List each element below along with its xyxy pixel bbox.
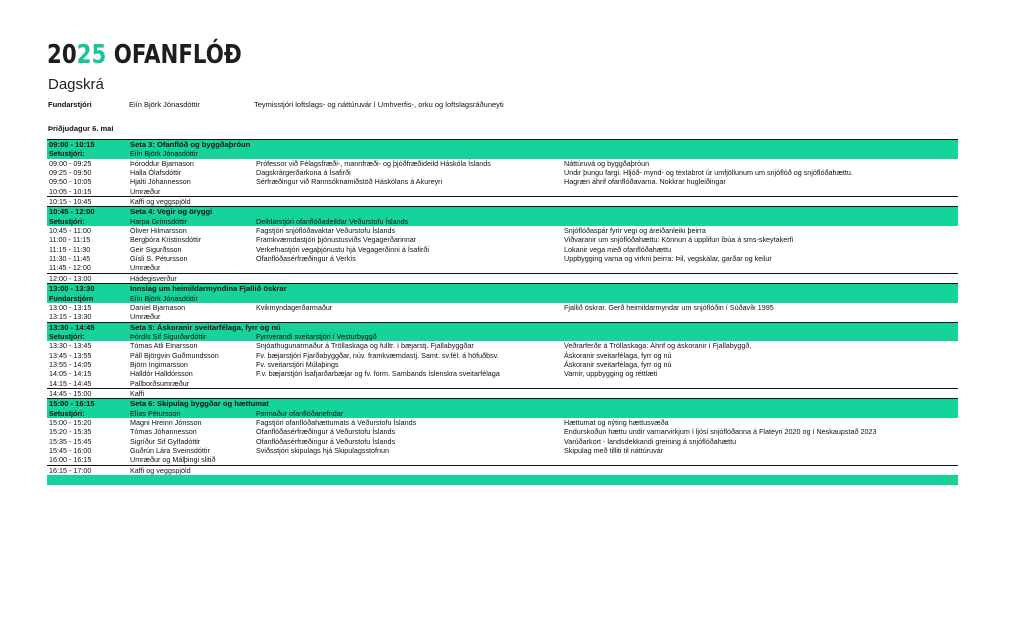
name-cell: Þóroddur Bjarnason [130,158,194,168]
role-cell [254,294,562,303]
name-cell: Umræður og Málþingi slitið [130,455,216,465]
schedule-row [47,446,958,455]
topic-cell: Hagræn áhrif ofanflóðavarna. Nokkrar hugleiðingar [564,177,726,187]
time-cell: 10:45 - 12:00 [47,207,128,217]
role-cell: Formaður ofanflóðanefndar [254,409,562,418]
name-cell: Kaffi [128,388,254,398]
event-logo [47,40,242,70]
name-cell: Elías Pétursson [128,409,254,418]
topic-cell [562,332,958,341]
session-header-row [47,322,958,332]
day-heading: Þriðjudagur 6. maí [48,124,114,133]
time-cell: 13:15 - 13:30 [49,312,92,322]
role-cell [254,465,562,475]
schedule-row [47,427,958,436]
time-cell: 09:00 - 10:15 [47,140,128,150]
name-cell: Óliver Hilmarsson [130,226,187,236]
name-cell: Seta 4: Vegir og öryggi [128,207,958,217]
name-cell: Tómas Jóhannesson [130,427,197,437]
time-cell: Setustjóri: [47,217,128,226]
topic-cell [562,409,958,418]
role-cell [254,312,562,322]
time-cell: 10:15 - 10:45 [47,197,128,207]
session-chair-row [47,149,958,158]
topic-cell: Hættumat og nýting hættusvæða [564,417,669,427]
time-cell: 11:00 - 11:15 [49,235,91,245]
topic-cell [562,312,958,322]
logo-prefix: 20 [47,40,77,70]
time-cell: Fundarstjórn [47,294,128,303]
time-cell: 09:50 - 10:05 [49,177,92,187]
schedule-row [47,187,958,197]
role-cell: Ofanflóðasérfræðingur á Veðurstofu Íslands [256,436,396,446]
role-cell: Fv. sveitarstjóri Múlaþings [256,359,339,369]
role-cell: Fyrrverandi sveitarstjóri í Vesturbyggð [254,332,562,341]
schedule-row [47,341,958,350]
role-cell [254,197,562,207]
topic-cell [562,187,958,197]
name-cell: Björn Ingimarsson [130,359,188,369]
topic-cell: Undir þungu fargi. Hljóð- mynd- og textabrot úr umfjöllunum um snjóflóð og snjóflóðahættu. [564,168,853,178]
schedule-row [47,312,958,322]
name-cell: Þórdís Sif Sigurðardóttir [128,332,254,341]
break-row [47,273,958,283]
schedule-row [47,254,958,263]
name-cell: Tómas Atli Einarsson [130,341,198,351]
name-cell: Sigríður Sif Gylfadóttir [130,436,201,446]
name-cell: Gísli S. Pétursson [130,254,188,264]
schedule-row [47,351,958,360]
role-cell: Kvikmyndagerðarmaður [256,302,333,312]
topic-cell [562,455,958,465]
role-cell: Deildarstjóri ofanflóðadeildar Veðurstofu Íslands [254,217,562,226]
name-cell: Kaffi og veggspjöld [128,465,254,475]
time-cell: 15:35 - 15:45 [49,436,92,446]
role-cell: Prófessor við Félagsfræði-, mannfræði- og þjóðfræðideild Háskóla Íslands [256,158,491,168]
time-cell: 09:00 - 09:25 [49,158,92,168]
role-cell [254,388,562,398]
topic-cell [562,294,958,303]
time-cell: 13:30 - 13:45 [49,341,92,351]
name-cell: Geir Sigurðsson [130,244,182,254]
schedule-row [47,379,958,389]
name-cell: Daníel Bjarnason [130,302,186,312]
role-cell: Verkefnastjóri vegaþjónustu hjá Vegagerðinni á Ísafirði [256,244,430,254]
topic-cell [562,388,958,398]
time-cell: 13:00 - 13:30 [47,284,128,294]
role-cell: Snjóathugunarmaður á Tröllaskaga og fulltr. í bæjarstj. Fjallabyggðar [256,341,474,351]
schedule-row [47,418,958,427]
logo-suffix: OFANFLÓÐ [106,40,242,70]
role-cell [254,263,562,273]
topic-cell: Skipulag með tilliti til náttúruvár [564,446,664,455]
chair-role: Teymisstjóri loftslags- og náttúruvár í Umhverfis-, orku og loftslagsráðuneyti [254,100,504,109]
role-cell: Fagstjóri ofanflóðahættumats á Veðurstofu Íslands [256,417,417,427]
name-cell: Bergþóra Kristinsdóttir [130,235,202,245]
name-cell: Umræður [130,263,161,273]
topic-cell [562,217,958,226]
time-cell: 16:15 - 17:00 [47,465,128,475]
name-cell: Páll Björgvin Guðmundsson [130,350,219,360]
topic-cell: Varúðarkort - landsdekkandi greining á snjóflóðahættu [564,436,737,446]
break-row [47,388,958,398]
session-header-row [47,140,958,150]
session-header-row [47,207,958,217]
topic-cell: Endurskoðun hættu undir varnarvirkjum í ljósi snjóflóðanna á Flateyri 2020 og í Neskaupstað 2023 [564,427,877,437]
topic-cell: Snjóflóðaspár fyrir vegi og áreiðanleiki þeirra [564,226,706,236]
time-cell: 15:45 - 16:00 [49,446,92,455]
role-cell [254,149,562,158]
role-cell: F.v. bæjarstjóri Ísafjarðarbæjar og fv. form. Sambands íslenskra sveitarfélaga [256,369,500,379]
topic-cell: Veðrarferðir á Tröllaskaga: Áhrif og áskoranir í Fjallabyggð, [564,341,752,351]
name-cell: Umræður [130,312,161,322]
time-cell: 15:00 - 16:15 [47,399,128,409]
schedule-table [47,139,958,485]
chair-label: Fundarstjóri [48,100,92,109]
schedule-row [47,177,958,186]
time-cell: 14:45 - 15:00 [47,388,128,398]
topic-cell [562,263,958,273]
topic-cell: Viðvaranir um snjóflóðahættu: Könnun á upplifun íbúa á sms-skeytakerfi [564,235,794,245]
name-cell: Umræður [130,186,161,196]
schedule-row [47,235,958,244]
session-chair-row [47,409,958,418]
role-cell: Ofanflóðasérfræðingur á Veðurstofu Íslands [256,427,396,437]
topic-cell [562,197,958,207]
break-row [47,197,958,207]
role-cell [254,379,562,389]
time-cell: 14:05 - 14:15 [49,369,92,379]
topic-cell: Lokanir vega með ofanflóðahættu [564,244,672,254]
topic-cell: Áskoranir sveitarfélaga, fyrr og nú [564,350,672,360]
name-cell: Halla Ólafsdóttir [130,168,182,178]
topic-cell: Fjallið öskrar. Gerð heimildarmyndar um snjóflóðin í Súðavík 1995 [564,302,774,312]
role-cell: Sérfræðingur við Rannsóknamiðstöð Háskólans á Akureyri [256,177,443,187]
topic-cell: Áskoranir sveitarfélaga, fyrr og nú [564,359,672,369]
topic-cell [562,465,958,475]
time-cell: 13:55 - 14:05 [49,359,92,369]
name-cell: Seta 6: Skipulag byggðar og hættumat [128,399,958,409]
name-cell: Magni Hreinn Jónsson [130,417,202,427]
topic-cell: Uppbygging varna og virkni þeirra: Þil, vegskálar, garðar og keilur [564,254,772,264]
role-cell [254,187,562,197]
name-cell: Seta 5: Áskoranir sveitarfélaga, fyrr og nú [128,322,958,332]
table-footer-bar [47,475,958,485]
schedule-row [47,369,958,378]
name-cell: Seta 3: Ofanflóð og byggðaþróun [128,140,958,150]
topic-cell [562,379,958,389]
time-cell: 11:15 - 11:30 [49,244,91,254]
name-cell: Guðrún Lára Sveinsdóttir [130,446,210,455]
time-cell: 13:45 - 13:55 [49,350,92,360]
session-chair-row [47,332,958,341]
role-cell [254,273,562,283]
schedule-row [47,159,958,168]
time-cell: Setustjóri: [47,332,128,341]
name-cell: Halldór Halldórsson [130,369,193,379]
schedule-row [47,226,958,235]
role-cell: Fv. bæjarstjóri Fjarðabyggðar, núv. framkvæmdastj. Samt. sv.fél. á höfuðbsv. [256,350,499,360]
name-cell: Hjalti Jóhannesson [130,177,191,187]
role-cell [254,455,562,465]
logo-accent: 25 [76,40,107,70]
time-cell: 10:05 - 10:15 [49,186,92,196]
schedule-row [47,168,958,177]
session-header-row [47,284,958,294]
chair-name: Eiín Björk Jónasdóttir [129,100,200,109]
schedule-row [47,303,958,312]
name-cell: Harpa Grímsdóttir [128,217,254,226]
session-chair-row [47,217,958,226]
time-cell: 13:30 - 14:45 [47,322,128,332]
time-cell: Setustjóri: [47,149,128,158]
schedule-row [47,245,958,254]
time-cell: 11:30 - 11:45 [49,254,91,264]
break-row [47,465,958,475]
schedule-row [47,360,958,369]
role-cell: Framkvæmdastjóri þjónustusviðs Vegagerðarinnar [256,235,417,245]
topic-cell: Varnir, uppbygging og réttlæti [564,369,658,379]
name-cell: Eiín Björk Jónasdóttir [128,294,254,303]
session-chair-row [47,294,958,303]
topic-cell [562,149,958,158]
session-header-row [47,399,958,409]
role-cell: Dagskrárgerðarkona á Ísafirði [256,168,351,178]
topic-cell: Náttúruvá og byggðaþróun [564,158,650,168]
schedule-row [47,437,958,446]
role-cell: Fagstjóri snjóflóðavaktar Veðurstofu Íslands [256,226,396,236]
name-cell: Innslag um heimildarmyndina Fjallið öskrar [128,284,958,294]
time-cell: 13:00 - 13:15 [49,302,92,312]
schedule-row [47,263,958,273]
name-cell: Hádegisverður [128,273,254,283]
name-cell: Eiín Björk Jónasdóttir [128,149,254,158]
role-cell: Ofanflóðasérfræðingur á Verkís [256,254,356,264]
topic-cell [562,273,958,283]
page-title: Dagskrá [48,76,104,93]
time-cell: Setustjóri: [47,409,128,418]
time-cell: 15:00 - 15:20 [49,417,92,427]
role-cell: Sviðsstjóri skipulags hjá Skipulagsstofnun [256,446,390,455]
time-cell: 09:25 - 09:50 [49,168,92,178]
name-cell: Pallborðsumræður [130,378,190,388]
time-cell: 16:00 - 16:15 [49,455,92,465]
time-cell: 11:45 - 12:00 [49,263,91,273]
schedule-row [47,455,958,465]
time-cell: 15:20 - 15:35 [49,427,92,437]
time-cell: 14:15 - 14:45 [49,378,92,388]
time-cell: 10:45 - 11:00 [49,226,91,236]
name-cell: Kaffi og veggspjöld [128,197,254,207]
time-cell: 12:00 - 13:00 [47,273,128,283]
